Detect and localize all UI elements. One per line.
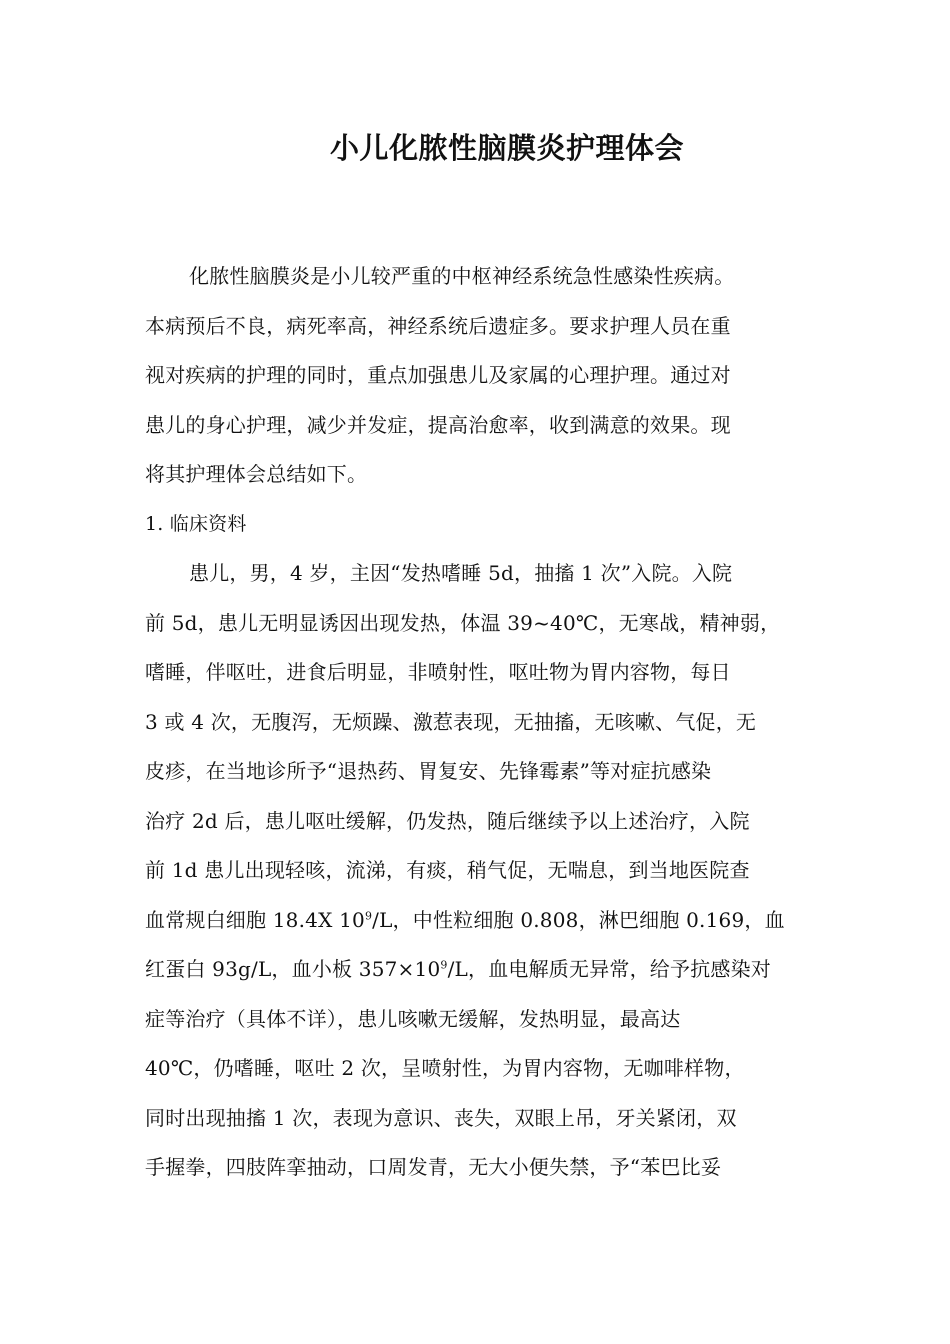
paragraph-line: 视对疾病的护理的同时，重点加强患儿及家属的心理护理。通过对 [145,363,731,387]
paragraph-line: 嗜睡，伴呕吐，进食后明显，非喷射性，呕吐物为胃内容物，每日 [145,660,731,684]
paragraph-line: 症等治疗（具体不详），患儿咳嗽无缓解，发热明显，最高达 [145,1006,681,1031]
paragraph-line [145,896,810,946]
text-segment: 红蛋白 93g/L，血小板 357×10 [145,957,441,981]
text-segment: 血常规白细胞 18.4X 10 [145,907,365,932]
paragraph-line [145,945,810,995]
paragraph-line: 患儿，男，4 岁，主因“发热嗜睡 5d，抽搐 1 次”入院。入院 [189,561,733,585]
paragraph-line: 患儿的身心护理，减少并发症，提高治愈率，收到满意的效果。现 [145,412,731,437]
paragraph-line: 40℃，仍嗜睡，呕吐 2 次，呈喷射性，为胃内容物，无咖啡样物， [145,1056,745,1080]
text-segment: /L，血电解质无异常，给予抗感染对 [447,957,771,981]
paragraph-line: 同时出现抽搐 1 次，表现为意识、丧失，双眼上吊，牙关紧闭，双 [145,1105,737,1130]
paragraph-line: 皮疹，在当地诊所予“退热药、胃复安、先锋霉素”等对症抗感染 [145,759,712,783]
paragraph-line: 前 1d 患儿出现轻咳，流涕，有痰，稍气促，无喘息，到当地医院查 [145,858,750,882]
paragraph-line: 化脓性脑膜炎是小儿较严重的中枢神经系统急性感染性疾病。 [189,264,735,288]
paragraph-line: 本病预后不良，病死率高，神经系统后遗症多。要求护理人员在重 [145,313,731,338]
section-heading: 1. 临床资料 [145,512,247,535]
paragraph-line: 3 或 4 次，无腹泻，无烦躁、激惹表现，无抽搐，无咳嗽、气促，无 [145,709,757,734]
paragraph-line: 前 5d，患儿无明显诱因出现发热，体温 39~40℃，无寒战，精神弱， [145,610,781,635]
paragraph-line: 治疗 2d 后，患儿呕吐缓解，仍发热，随后继续予以上述治疗，入院 [145,808,750,833]
document-title: 小儿化脓性脑膜炎护理体会 [329,131,684,165]
paragraph-line: 将其护理体会总结如下。 [145,462,368,486]
text-segment: /L，中性粒细胞 0.808，淋巴细胞 0.169，血 [372,907,785,932]
superscript: 9 [364,908,373,922]
paragraph-line: 手握拳，四肢阵挛抽动，口周发青，无大小便失禁，予“苯巴比妥 [145,1155,722,1179]
superscript: 9 [440,958,448,972]
document-body [145,252,810,1193]
